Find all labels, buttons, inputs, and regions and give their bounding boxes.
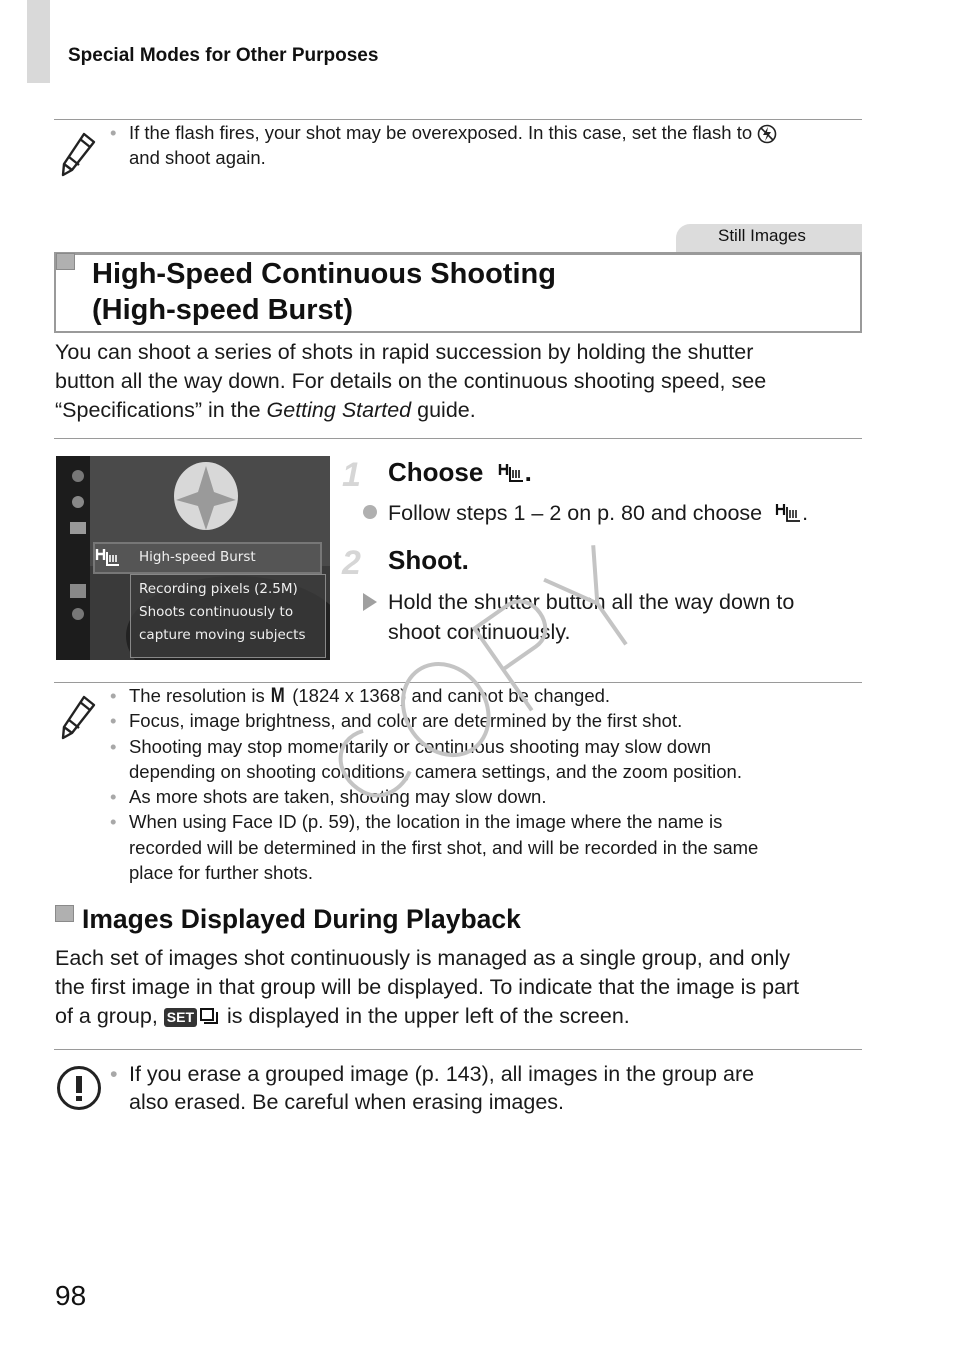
note-top: [110, 121, 850, 170]
note-middle: [110, 683, 850, 885]
list-item: • Focus, image brightness, and color are determined by the first shot.: [110, 708, 850, 733]
step-number: 2: [342, 544, 361, 582]
divider: [54, 119, 862, 120]
menu-description-line: Recording pixels (2.5M): [139, 581, 298, 597]
flash-off-icon: [757, 124, 777, 144]
square-icon: [56, 253, 75, 270]
burst-mode-icon: [774, 501, 802, 527]
subsection-title: Images Displayed During Playback: [82, 904, 521, 934]
side-tab: [27, 0, 50, 83]
menu-description-line: capture moving subjects: [139, 627, 306, 643]
step-text: Follow steps 1 – 2 on p. 80 and choose .: [388, 498, 858, 528]
list-item: • As more shots are taken, shooting may slow down.: [110, 784, 850, 809]
divider: [54, 438, 862, 439]
menu-selected-label: High-speed Burst: [139, 549, 256, 565]
step-number: 1: [342, 456, 361, 494]
divider: [54, 1049, 862, 1050]
exclamation-icon: [57, 1066, 101, 1110]
burst-mode-icon: [497, 461, 525, 487]
burst-mode-icon: [94, 546, 122, 570]
step-title: Choose .: [388, 457, 532, 487]
section-title: High-Speed Continuous Shooting (High-speed Burst): [92, 258, 556, 326]
menu-icons-column: [56, 456, 90, 660]
list-item: • Shooting may stop momentarily or continuous shooting may slow down depending on shooting conditions, camera settings, and the zoom position.: [110, 734, 850, 785]
burst-group-icon: [199, 1007, 221, 1027]
header-title: Special Modes for Other Purposes: [68, 45, 379, 66]
pencil-icon: [58, 130, 98, 178]
camera-screen-image: [56, 456, 330, 660]
resolution-m-icon: M: [270, 684, 285, 707]
arrow-icon: [363, 593, 377, 611]
step-text: Hold the shutter button all the way down to shoot continuously.: [388, 590, 795, 644]
list-item: • If the flash fires, your shot may be overexposed. In this case, set the flash to and shoot again.: [110, 121, 850, 170]
set-icon: SET: [164, 1008, 197, 1027]
pencil-icon: [58, 693, 98, 741]
list-item: • The resolution is M (1824 x 1368) and cannot be changed.: [110, 683, 850, 708]
square-icon: [55, 905, 74, 922]
list-item: • If you erase a grouped image (p. 143), all images in the group are also erased. Be careful when erasing images.: [110, 1061, 850, 1116]
caution-text: [110, 1061, 850, 1116]
intro-paragraph: You can shoot a series of shots in rapid succession by holding the shutter button all the way down. For details on the continuous shooting speed, see “Specifications” in the Getting Started guide.: [55, 340, 767, 422]
still-images-tab: Still Images: [676, 224, 862, 252]
playback-paragraph: Each set of images shot continuously is managed as a single group, and only the first image in that group will be displayed. To indicate that the image is part of a group, SET is displayed in the upper left of the screen.: [55, 946, 800, 1028]
step-title: Shoot.: [388, 545, 469, 575]
list-item: • When using Face ID (p. 59), the location in the image where the name is recorded will be determined in the first shot, and will be recorded in the same place for further shots.: [110, 809, 850, 885]
page-number: 98: [55, 1280, 87, 1311]
bullet-icon: [363, 505, 377, 519]
menu-description-line: Shoots continuously to: [139, 604, 294, 620]
